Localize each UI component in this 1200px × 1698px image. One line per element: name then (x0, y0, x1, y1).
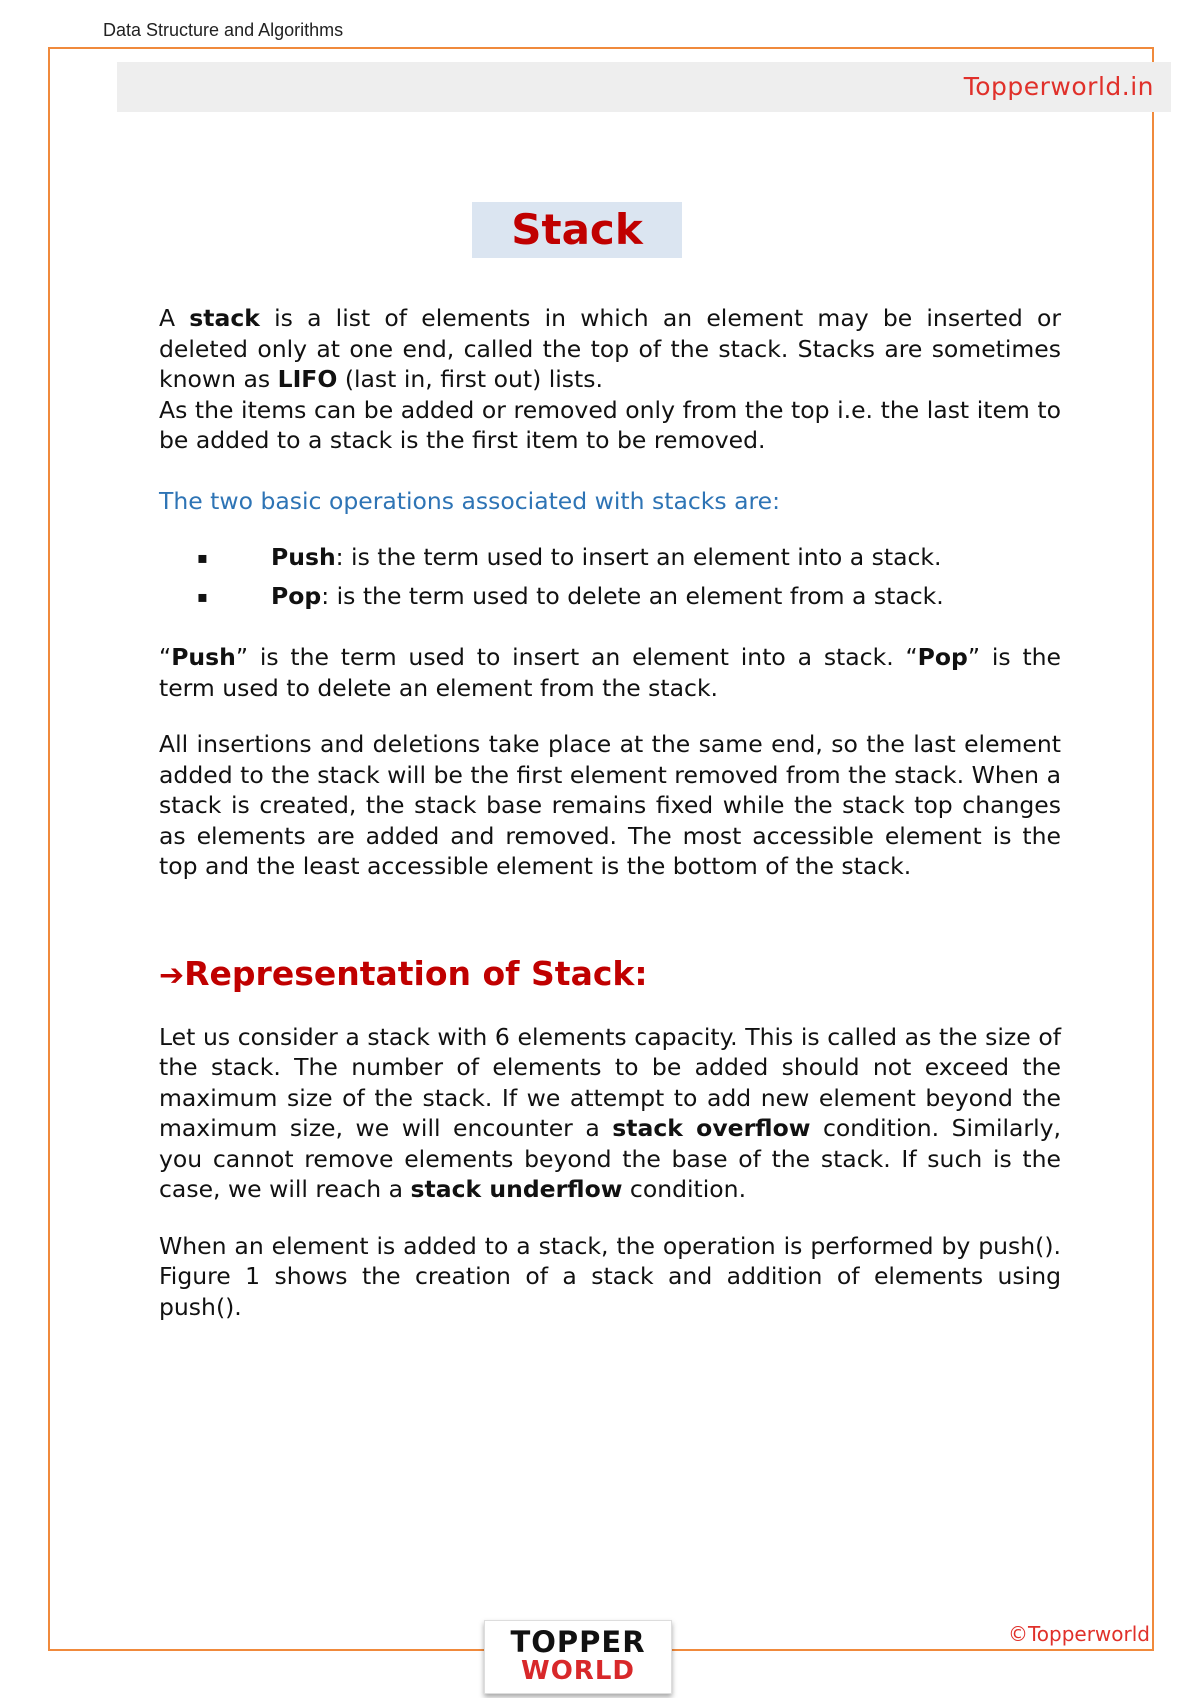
term-stack-overflow: stack overflow (612, 1114, 811, 1142)
push-pop-paragraph: “Push” is the term used to insert an element into a stack. “Pop” is the term used to delete an element from the stack. (159, 643, 1062, 702)
bullet-icon: ▪ (197, 587, 208, 606)
brand-site-name: Topperworld.in (963, 72, 1154, 101)
representation-paragraph: Let us consider a stack with 6 elements capacity. This is called as the size of the stack. The number of elements to be added should not exceed the maximum size of the stack. If we attempt to add new element beyond the maximum size, we will encounter a stack overflow condition. Similarly, you cannot remove elements beyond the base of the stack. If such is the case, we will reach a stack underflow condition. (159, 1022, 1062, 1203)
list-item: ▪ Push: is the term used to insert an element into a stack. (159, 538, 1061, 577)
main-content (159, 303, 1061, 1322)
topperworld-logo: TOPPER WORLD (484, 1620, 672, 1694)
section-heading: ➔Representation of Stack: (159, 953, 648, 993)
insertion-paragraph: All insertions and deletions take place at the same end, so the last element added to the stack will be the first element removed from the stack. When a stack is created, the stack base remains fixed while the stack top changes as elements are added and removed. The most accessible element is the top and the least accessible element is the bottom of the stack. (159, 730, 1061, 880)
bullet-icon: ▪ (197, 548, 208, 567)
term-stack-underflow: stack underflow (410, 1175, 623, 1203)
intro-paragraph: A stack is a list of elements in which an element may be inserted or deleted only at one end, called the top of the stack. Stacks are sometimes known as LIFO (last in, first out) lists. (159, 304, 1062, 393)
list-item: ▪ Pop: is the term used to delete an element from a stack. (159, 577, 1061, 616)
operations-list (159, 538, 1061, 616)
term-lifo: LIFO (277, 365, 338, 393)
arrow-right-icon: ➔ (159, 957, 185, 993)
page-title: Stack (511, 205, 643, 254)
operations-heading: The two basic operations associated with stacks are: (159, 486, 781, 515)
document-header: Data Structure and Algorithms (103, 20, 344, 40)
push-paragraph: When an element is added to a stack, the operation is performed by push(). Figure 1 shows the creation of a stack and addition of elements using push(). (159, 1231, 1061, 1321)
term-stack: stack (189, 304, 260, 332)
page-title-box (472, 202, 682, 258)
intro-paragraph-2: As the items can be added or removed only from the top i.e. the last item to be added to a stack is the first item to be removed. (159, 395, 1061, 454)
copyright-text: ©Topperworld (1007, 1622, 1150, 1646)
